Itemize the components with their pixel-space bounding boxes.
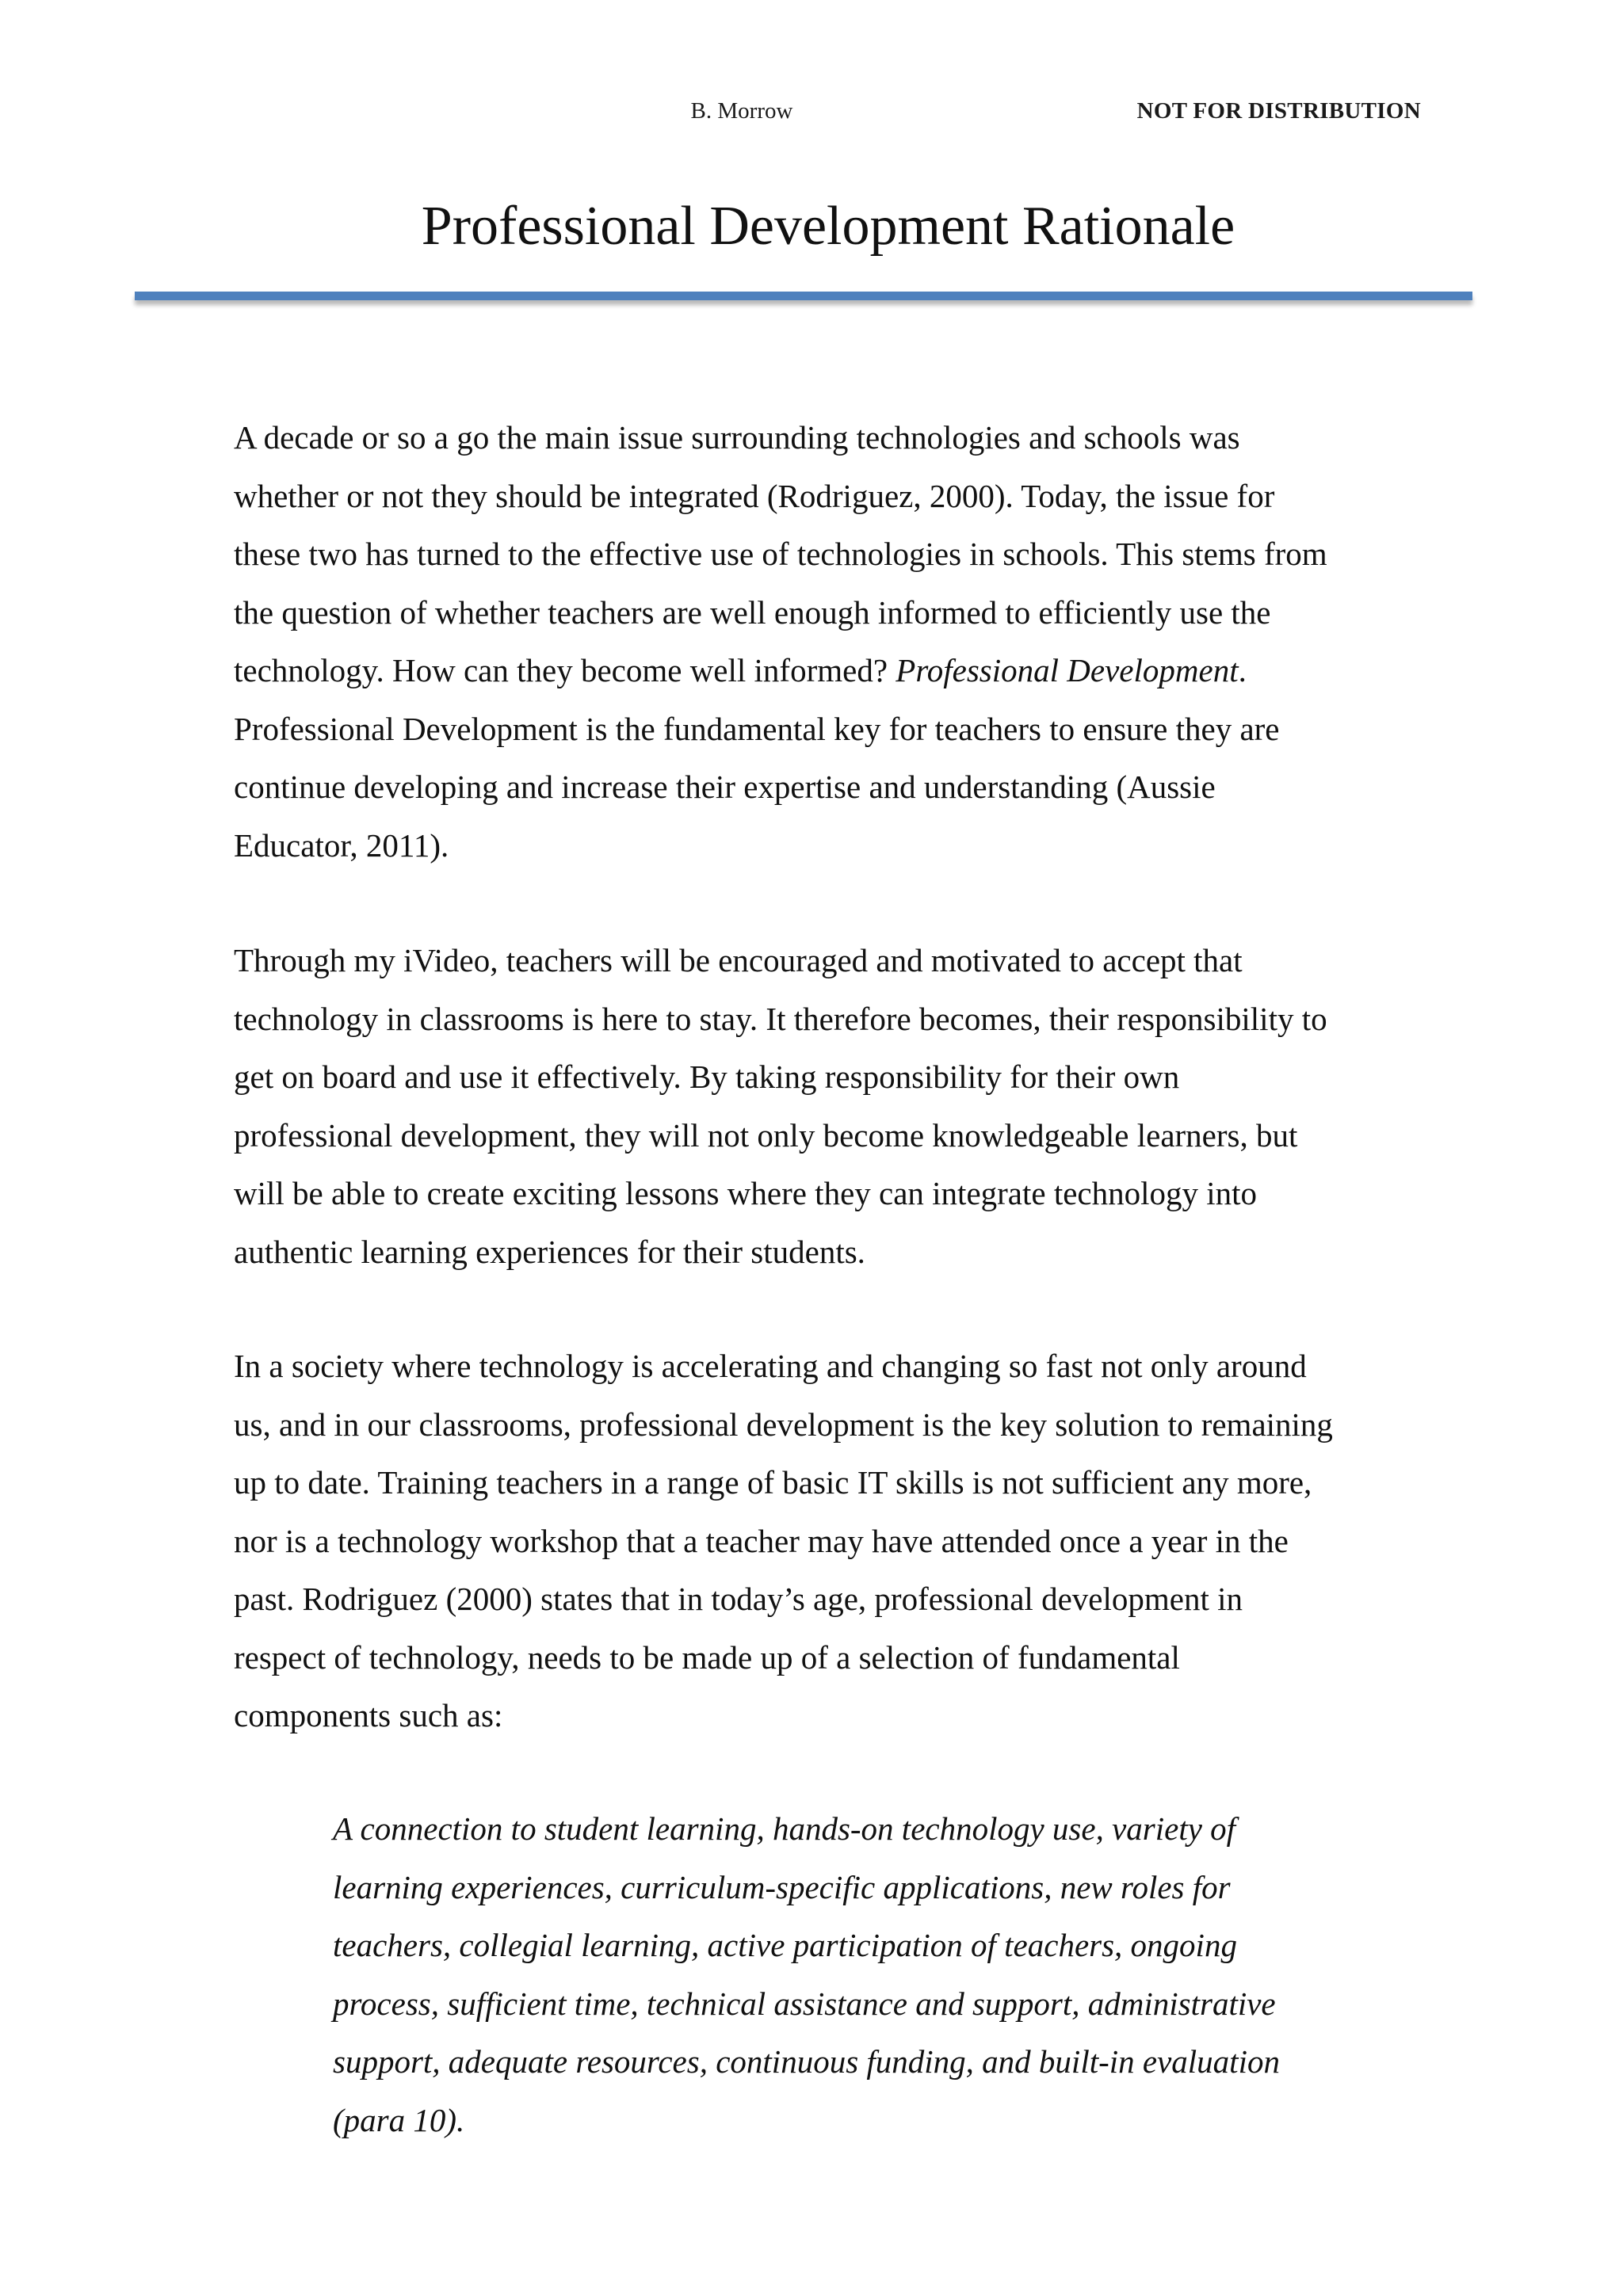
- paragraph-line: up to date. Training teachers in a range of basic IT skills is not sufficient any more,: [234, 1464, 1312, 1501]
- paragraph-2: [234, 932, 1438, 1281]
- paragraph-line: In a society where technology is accelerating and changing so fast not only around: [234, 1348, 1307, 1384]
- emphasis-professional-development: Professional Development: [896, 652, 1239, 688]
- quote-line: support, adequate resources, continuous funding, and built-in evaluation: [333, 2043, 1280, 2080]
- paragraph-line: components such as:: [234, 1697, 503, 1733]
- paragraph-line: respect of technology, needs to be made up of a selection of fundamental: [234, 1638, 1180, 1676]
- paragraph-line: professional development, they will not only become knowledgeable learners, but: [234, 1116, 1298, 1154]
- paragraph-line: the question of whether teachers are well enough informed to efficiently use the: [234, 593, 1271, 631]
- paragraph-line-end: .: [1238, 652, 1247, 688]
- paragraph-line: whether or not they should be integrated (Rodriguez, 2000). Today, the issue for: [234, 477, 1275, 514]
- paragraph-line: get on board and use it effectively. By taking responsibility for their own: [234, 1058, 1180, 1095]
- header-distribution-notice: NOT FOR DISTRIBUTION: [1136, 98, 1421, 124]
- paragraph-line: these two has turned to the effective use of technologies in schools. This stems from: [234, 536, 1327, 572]
- quote-line: teachers, collegial learning, active participation of teachers, ongoing: [333, 1927, 1237, 1963]
- paragraph-line: Professional Development is the fundamental key for teachers to ensure they are: [234, 710, 1280, 747]
- title-underline-rule: [135, 292, 1472, 300]
- paragraph-line: [234, 642, 1438, 700]
- quote-line: A connection to student learning, hands-on technology use, variety of: [333, 1810, 1236, 1847]
- page-title: Professional Development Rationale: [421, 196, 1235, 257]
- block-quote: [333, 1800, 1355, 2149]
- quote-line: (para 10).: [333, 2101, 465, 2138]
- paragraph-line: A decade or so a go the main issue surrounding technologies and schools was: [234, 419, 1240, 456]
- paragraph-line: Educator, 2011).: [234, 826, 449, 864]
- paragraph-line-text: technology. How can they become well informed?: [234, 652, 896, 688]
- quote-line: learning experiences, curriculum-specific applications, new roles for: [333, 1868, 1231, 1905]
- paragraph-1: [234, 409, 1438, 875]
- paragraph-line: Through my iVideo, teachers will be encouraged and motivated to accept that: [234, 942, 1243, 978]
- quote-line: process, sufficient time, technical assistance and support, administrative: [333, 1985, 1276, 2022]
- paragraph-line: nor is a technology workshop that a teacher may have attended once a year in the: [234, 1522, 1289, 1559]
- paragraph-3: [234, 1337, 1438, 1745]
- paragraph-line: past. Rodriguez (2000) states that in today’s age, professional development in: [234, 1581, 1243, 1617]
- header-author: B. Morrow: [690, 98, 793, 124]
- paragraph-line: us, and in our classrooms, professional development is the key solution to remaining: [234, 1405, 1333, 1443]
- paragraph-line: continue developing and increase their expertise and understanding (Aussie: [234, 769, 1216, 805]
- paragraph-line: authentic learning experiences for their students.: [234, 1233, 865, 1270]
- paragraph-line: technology in classrooms is here to stay. It therefore becomes, their responsibility to: [234, 1000, 1327, 1037]
- paragraph-line: will be able to create exciting lessons where they can integrate technology into: [234, 1175, 1258, 1211]
